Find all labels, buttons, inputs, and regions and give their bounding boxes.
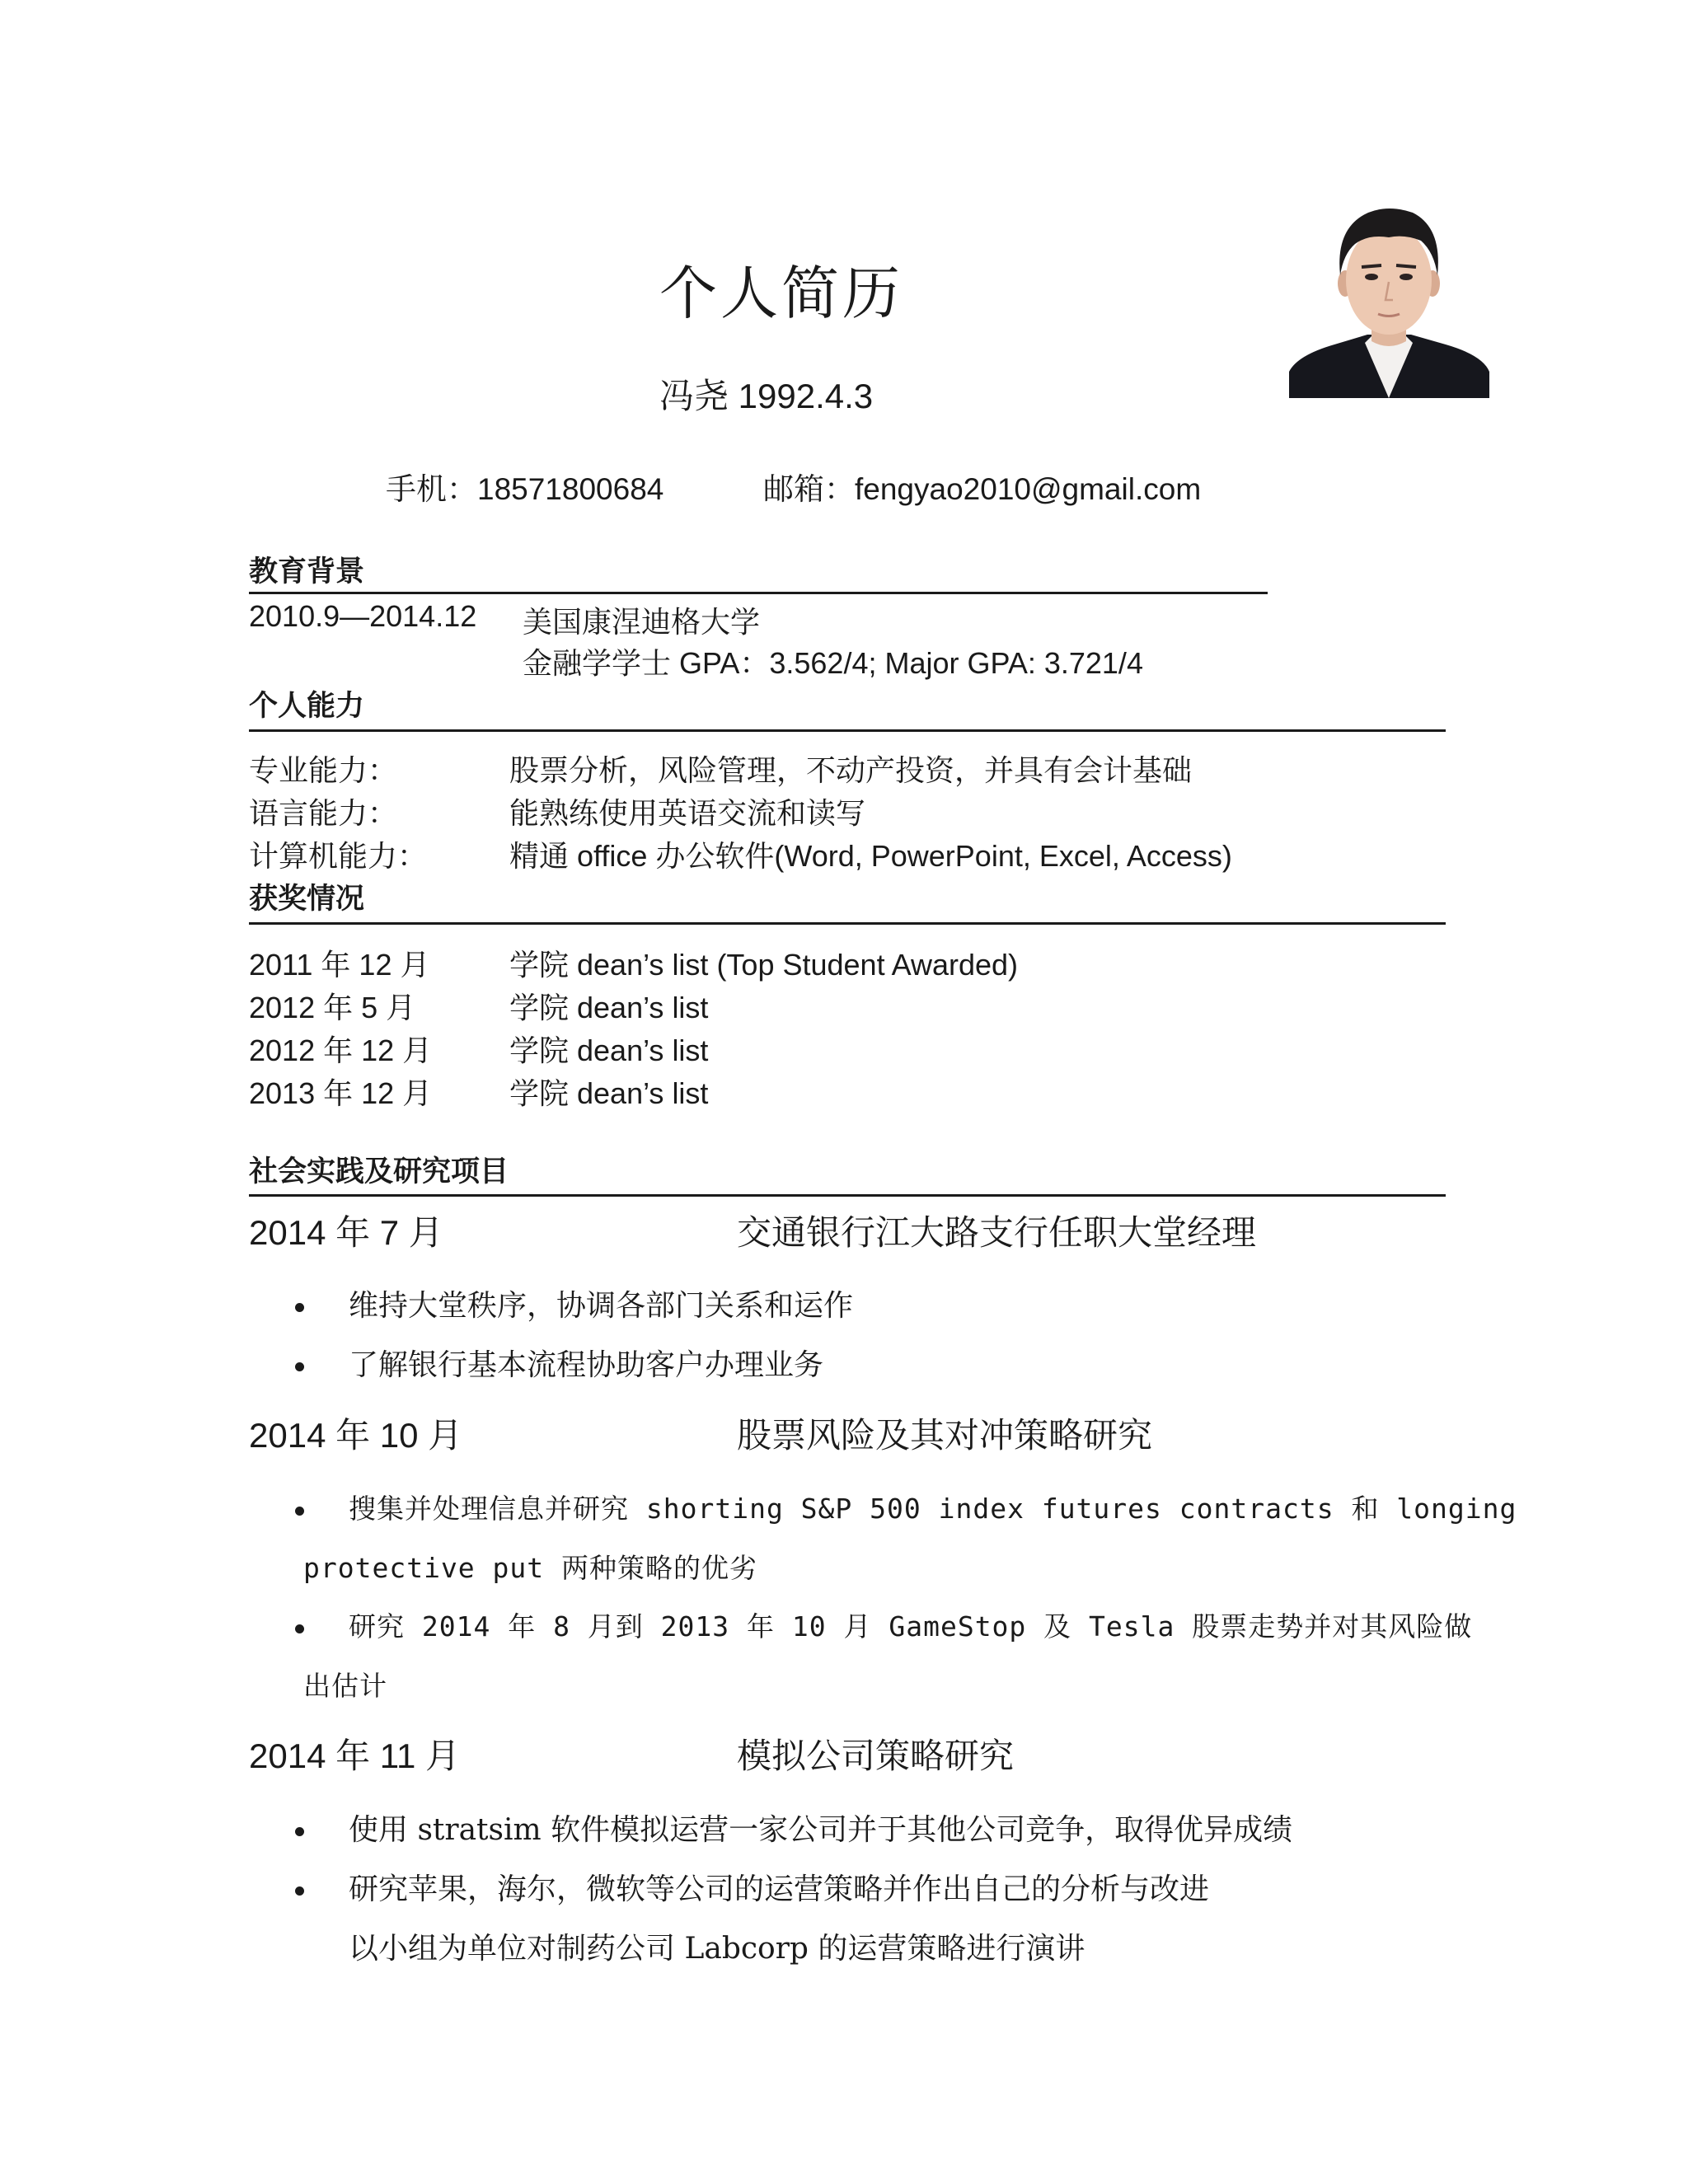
project-bullet: 研究 2014 年 8 月到 2013 年 10 月 GameStop 及 Tesla 股票走势并对其风险做 — [349, 1610, 1473, 1643]
project-title: 交通银行江大路支行任职大堂经理 — [737, 1213, 1257, 1252]
project-bullet: 研究苹果，海尔，微软等公司的运营策略并作出自己的分析与改进 — [349, 1872, 1210, 1906]
project-bullet: 维持大堂秩序，协调各部门关系和运作 — [349, 1289, 854, 1323]
skill-value: 股票分析，风险管理，不动产投资，并具有会计基础 — [509, 753, 1193, 787]
project-bullet: 搜集并处理信息并研究 shorting S&P 500 index futures contracts 和 longing — [349, 1493, 1517, 1525]
section-divider — [249, 1194, 1446, 1197]
section-heading-awards: 获奖情况 — [249, 883, 365, 915]
phone-number: 手机：18571800684 — [386, 472, 664, 506]
award-text: 学院 dean’s list (Top Student Awarded) — [509, 948, 1019, 982]
project-title: 模拟公司策略研究 — [737, 1736, 1015, 1775]
project-bullet-continuation: 出估计 — [303, 1670, 387, 1702]
award-date: 2013 年 12 月 — [249, 1076, 433, 1110]
portrait-image — [1289, 203, 1489, 398]
award-date: 2012 年 5 月 — [249, 991, 416, 1024]
project-bullet: 了解银行基本流程协助客户办理业务 — [349, 1348, 824, 1382]
profile-photo — [1289, 203, 1489, 398]
education-school: 美国康涅迪格大学 — [523, 605, 761, 639]
name-and-birthdate: 冯尧 1992.4.3 — [659, 377, 874, 415]
email-address: 邮箱：fengyao2010@gmail.com — [763, 472, 1202, 506]
resume-title: 个人简历 — [659, 261, 903, 326]
section-divider — [249, 592, 1268, 594]
section-heading-education: 教育背景 — [249, 555, 365, 588]
project-bullet-continuation: protective put 两种策略的优劣 — [303, 1552, 758, 1584]
section-heading-projects: 社会实践及研究项目 — [249, 1155, 509, 1188]
section-divider — [249, 729, 1446, 732]
project-title: 股票风险及其对冲策略研究 — [737, 1416, 1153, 1455]
bullet-icon — [295, 1362, 304, 1371]
award-text: 学院 dean’s list — [509, 1033, 709, 1067]
bullet-icon — [295, 1827, 304, 1836]
project-bullet: 使用 stratsim 软件模拟运营一家公司并于其他公司竞争，取得优异成绩 — [349, 1813, 1293, 1847]
project-bullet-continuation: 以小组为单位对制药公司 Labcorp 的运营策略进行演讲 — [349, 1932, 1085, 1966]
section-heading-skills: 个人能力 — [249, 690, 365, 722]
skill-label: 语言能力： — [249, 796, 398, 830]
bullet-icon — [295, 1507, 304, 1516]
education-degree: 金融学学士 GPA：3.562/4; Major GPA: 3.721/4 — [523, 646, 1143, 680]
section-divider — [249, 922, 1446, 925]
project-date: 2014 年 11 月 — [249, 1736, 461, 1775]
project-date: 2014 年 10 月 — [249, 1416, 463, 1455]
bullet-icon — [295, 1303, 304, 1312]
project-date: 2014 年 7 月 — [249, 1213, 443, 1252]
award-date: 2012 年 12 月 — [249, 1033, 433, 1067]
education-period: 2010.9—2014.12 — [249, 599, 477, 633]
skill-label: 计算机能力： — [249, 839, 428, 873]
award-date: 2011 年 12 月 — [249, 948, 430, 982]
bullet-icon — [295, 1886, 304, 1896]
skill-value: 精通 office 办公软件(Word, PowerPoint, Excel, Access) — [509, 839, 1232, 873]
award-text: 学院 dean’s list — [509, 1076, 709, 1110]
skill-value: 能熟练使用英语交流和读写 — [509, 796, 866, 830]
skill-label: 专业能力： — [249, 753, 398, 787]
award-text: 学院 dean’s list — [509, 991, 709, 1024]
bullet-icon — [295, 1624, 304, 1633]
